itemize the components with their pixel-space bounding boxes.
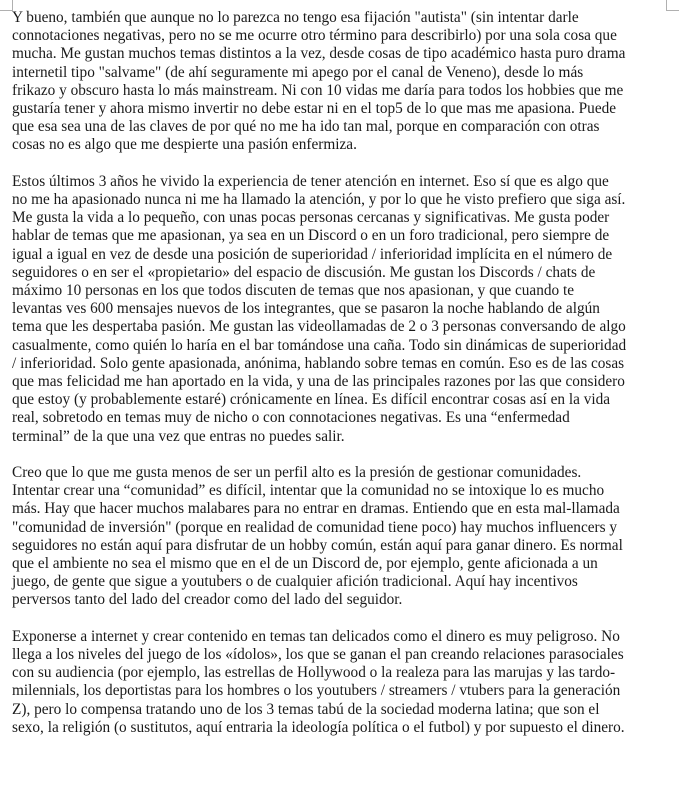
- text-line: igual a igual en vez de desde una posición de superioridad / inferioridad implícita en el número de: [12, 245, 613, 263]
- text-line: tema que les despertaba pasión. Me gustan las videollamadas de 2 o 3 personas conversando de algo: [12, 318, 626, 336]
- text-line: / inferioridad. Solo gente apasionada, anónima, hablando sobre temas en común. Eso es de las cosas: [12, 354, 625, 372]
- text-line: máximo 10 personas en los que todos discuten de temas que nos apasionan, y que cuando te: [12, 282, 575, 300]
- paragraph-4: [12, 628, 683, 737]
- text-line: llega a los niveles del juego de los «ídolos», los que se ganan el pan creando relaciones parasociales: [12, 646, 624, 664]
- text-line: con su audiencia (por ejemplo, las estrellas de Hollywood o la realeza para las marujas y las tardo-: [12, 664, 616, 682]
- text-line: seguidores no están aquí para disfrutar de un hobby común, están aquí para ganar dinero. Es normal: [12, 536, 623, 554]
- text-line: que esa sea una de las claves de por qué no me ha ido tan mal, porque en comparación con otras: [12, 118, 600, 136]
- text-line: seguidores o en ser el «propietario» del espacio de discusión. Me gustan los Discords / chats de: [12, 263, 596, 281]
- text-line: juego, de gente que sigue a youtubers o de cualquier afición tradicional. Aquí hay incentivos: [12, 573, 578, 591]
- text-line: Exponerse a internet y crear contenido en temas tan delicados como el dinero es muy peligroso. No: [12, 627, 620, 645]
- text-line: "comunidad de inversión" (porque en realidad de comunidad tiene poco) hay muchos influencers y: [12, 518, 618, 536]
- text-line: perversos tanto del lado del creador como del lado del seguidor.: [12, 591, 403, 609]
- paragraph-2: [12, 173, 683, 446]
- text-line: gustaría tener y ahora mismo invertir no debe estar ni en el top5 de lo que mas me apasiona. Puede: [12, 100, 617, 118]
- text-line: Z), pero lo compensa tratando uno de los 3 temas tabú de la sociedad moderna latina; que son el: [12, 700, 600, 718]
- text-line: Creo que lo que me gusta menos de ser un perfil alto es la presión de gestionar comunidades.: [12, 464, 582, 482]
- text-line: sexo, la religión (o sustitutos, aquí entraria la ideología política o el futbol) y por supuesto el dinero.: [12, 718, 625, 736]
- paragraph-3: [12, 464, 683, 610]
- text-line: hablar de temas que me apasionan, ya sea en un Discord o en un foro tradicional, pero siempre de: [12, 227, 610, 245]
- text-line: Estos últimos 3 años he vivido la experiencia de tener atención en internet. Eso sí que es algo que: [12, 172, 609, 190]
- text-line: más. Hay que hacer muchos malabares para no entrar en dramas. Entiendo que en esta mal-llamada: [12, 500, 620, 518]
- text-line: que mas felicidad me han aportado en la vida, y una de las principales razones por las que considero: [12, 373, 625, 391]
- text-line: cosas no es algo que me despierte una pasión enfermiza.: [12, 136, 357, 154]
- text-line: que el ambiente no sea el mismo que en el de un Discord de, por ejemplo, gente aficionada a un: [12, 555, 598, 573]
- paragraph-1: [12, 9, 683, 155]
- text-line: frikazo y obscuro hasta lo más mainstream. Ni con 10 vidas me daría para todos los hobbies que me: [12, 81, 624, 99]
- text-line: Me gusta la vida a lo pequeño, con unas pocas personas cercanas y significativas. Me gusta poder: [12, 209, 610, 227]
- text-line: real, sobretodo en temas muy de nicho o con connotaciones negativas. Es una “enfermedad: [12, 409, 570, 427]
- text-line: terminal” de la que una vez que entras no puedes salir.: [12, 427, 345, 445]
- text-line: mucha. Me gustan muchos temas distintos a la vez, desde cosas de tipo académico hasta puro drama: [12, 45, 626, 63]
- text-line: no me ha apasionado nunca ni me ha llamado la atención, y por lo que he visto prefiero que siga así.: [12, 191, 626, 209]
- document-body[interactable]: [12, 9, 683, 755]
- text-line: connotaciones negativas, pero no se me ocurre otro término para describirlo) por una sola cosa que: [12, 27, 617, 45]
- text-line: milennials, los deportistas para los hombres o los youtubers / streamers / vtubers para la generación: [12, 682, 621, 700]
- text-line: internetil tipo "salvame" (de ahí seguramente mi apego por el canal de Veneno), desde lo más: [12, 63, 584, 81]
- text-line: Intentar crear una “comunidad” es difícil, intentar que la comunidad no se intoxique lo es mucho: [12, 482, 605, 500]
- text-line: Y bueno, también que aunque no lo parezca no tengo esa fijación "autista" (sin intentar darle: [12, 9, 579, 26]
- text-line: casualmente, como quién lo haría en el bar tomándose una caña. Todo sin dinámicas de superioridad: [12, 336, 627, 354]
- text-line: levantas ves 600 mensajes nuevos de los integrantes, que se pasaron la noche hablando de algún: [12, 300, 600, 318]
- text-line: que estoy (y probablemente estaré) crónicamente en línea. Es difícil encontrar cosas así en la vida: [12, 391, 611, 409]
